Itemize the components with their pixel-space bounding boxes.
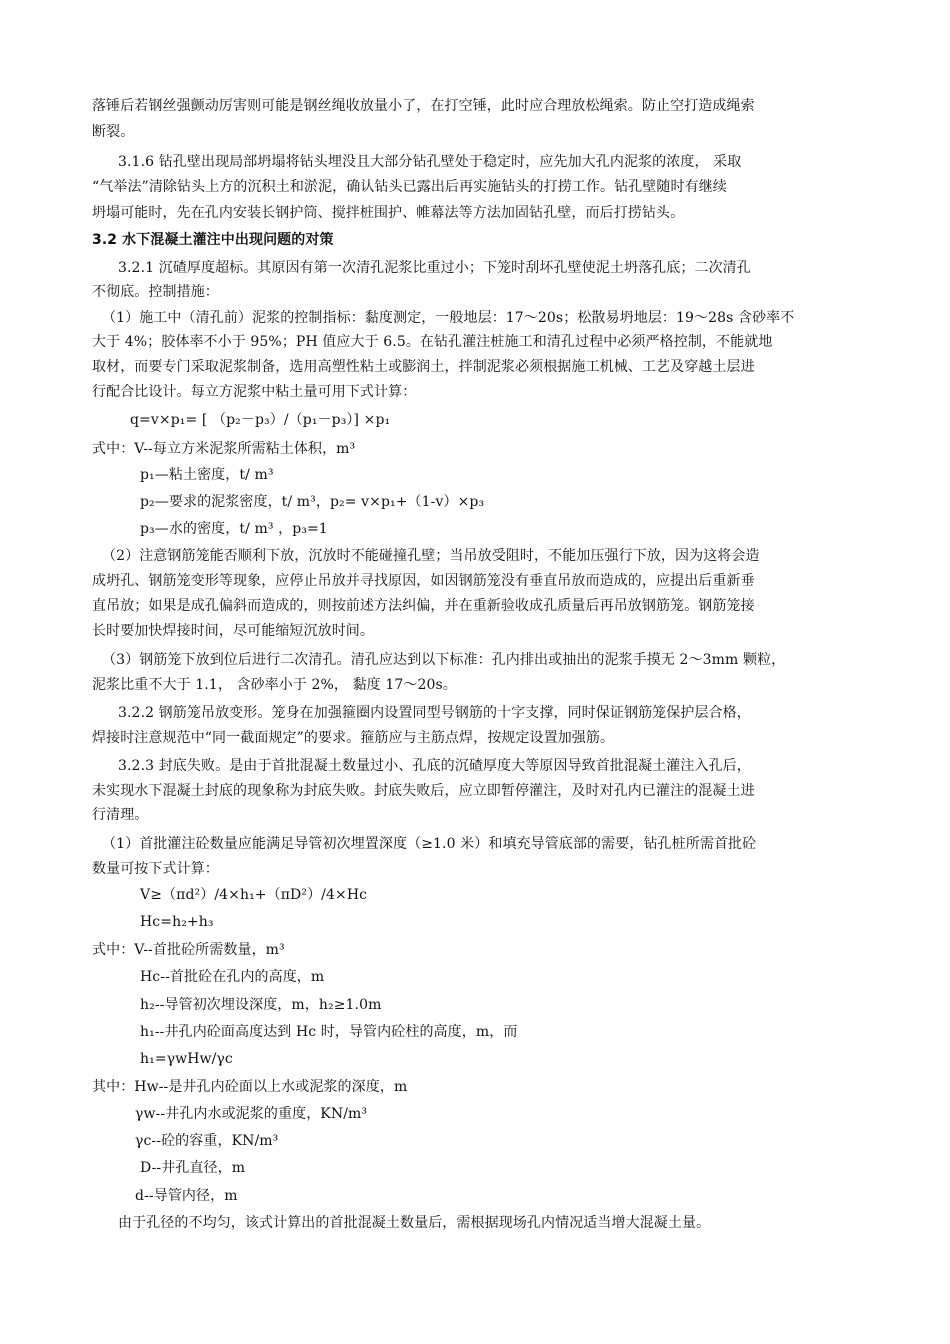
paragraph-line: （3）钢筋笼下放到位后进行二次清孔。清孔应达到以下标准：孔内排出或抽出的泥浆手摸无 2～3mm 颗粒， [102,652,786,668]
formula-variable: p₁—粘土密度，t/ m³ [140,467,274,483]
formula-legend: 其中：Hw--是井孔内砼面以上水或泥浆的深度，m [92,1079,408,1095]
paragraph-line: 断裂。 [92,124,135,140]
formula-legend: 式中：V--每立方米泥浆所需粘土体积，m³ [92,441,356,457]
paragraph-line: （1）施工中（清孔前）泥浆的控制指标：黏度测定，一般地层：17～20s；松散易坍地层：19～28s 含砂率不 [102,310,795,326]
paragraph-line: 泥浆比重不大于 1.1， 含砂率小于 2%， 黏度 17～20s。 [92,677,457,693]
paragraph-line: “气举法”清除钻头上方的沉积土和淤泥，确认钻头已露出后再实施钻头的打捞工作。钻孔壁随时有继续 [92,179,727,195]
paragraph-line: 3.2.1 沉碴厚度超标。其原因有第一次清孔泥浆比重过小；下笼时刮坏孔壁使泥土坍落孔底；二次清孔 [118,260,751,276]
paragraph-line: 长时要加快焊接时间，尽可能缩短沉放时间。 [92,623,374,639]
formula-line: h₁=γwHw/γc [140,1051,233,1067]
paragraph-line: 数量可按下式计算： [92,861,219,877]
formula-line: V≥（πd²）/4×h₁+（πD²）/4×Hc [140,887,368,903]
formula-variable: γw--井孔内水或泥浆的重度，KN/m³ [135,1106,368,1122]
formula-variable: D--井孔直径，m [140,1160,246,1176]
paragraph-line: 行清理。 [92,807,149,823]
formula-variable: p₂—要求的泥浆密度，t/ m³，p₂= v×p₁+（1-v）×p₃ [140,494,485,510]
formula-line: q=v×p₁= [ （p₂－p₃）/（p₁－p₃）] ×p₁ [130,412,391,428]
formula-variable: p₃—水的密度，t/ m³ ，p₃=1 [140,521,328,537]
formula-variable: h₂--导管初次埋设深度，m，h₂≥1.0m [140,997,382,1013]
section-heading: 3.2 水下混凝土灌注中出现问题的对策 [92,232,334,248]
paragraph-line: 焊接时注意规范中“同一截面规定”的要求。箍筋应与主筋点焊，按规定设置加强筋。 [92,730,615,746]
formula-variable: Hc--首批砼在孔内的高度，m [140,969,325,985]
formula-variable: d--导管内径，m [135,1188,238,1204]
paragraph-line: 3.2.3 封底失败。是由于首批混凝土数量过小、孔底的沉碴厚度大等原因导致首批混凝土灌注入孔后， [118,758,751,774]
paragraph-line: 直吊放；如果是成孔偏斜而造成的，则按前述方法纠偏，并在重新验收成孔质量后再吊放钢筋笼。钢筋笼接 [92,598,755,614]
paragraph-line: 3.1.6 钻孔壁出现局部坍塌将钻头埋没且大部分钻孔壁处于稳定时，应先加大孔内泥浆的浓度， 采取 [118,154,742,170]
formula-variable: h₁--井孔内砼面高度达到 Hc 时，导管内砼柱的高度，m，而 [140,1024,518,1040]
paragraph-line: 落锤后若钢丝强颤动厉害则可能是钢丝绳收放量小了，在打空锤，此时应合理放松绳索。防止空打造成绳索 [92,98,755,114]
paragraph-line: 3.2.2 钢筋笼吊放变形。笼身在加强箍圈内设置同型号钢筋的十字支撑，同时保证钢筋笼保护层合格， [118,705,751,721]
paragraph-line: 取材，而要专门采取泥浆制备，选用高塑性粘土或膨润土，拌制泥浆必须根据施工机械、工艺及穿越土层进 [92,359,755,375]
paragraph-line: 未实现水下混凝土封底的现象称为封底失败。封底失败后，应立即暂停灌注，及时对孔内已灌注的混凝土进 [92,783,755,799]
paragraph-line: 成坍孔、钢筋笼变形等现象，应停止吊放并寻找原因，如因钢筋笼没有垂直吊放而造成的，应提出后重新垂 [92,573,755,589]
paragraph-line: 不彻底。控制措施： [92,284,219,300]
paragraph-line: 坍塌可能时，先在孔内安装长钢护筒、搅拌桩围护、帷幕法等方法加固钻孔壁，而后打捞钻头。 [92,205,685,221]
paragraph-line: 大于 4%；胶体率不小于 95%；PH 值应大于 6.5。在钻孔灌注桩施工和清孔过程中必须严格控制，不能就地 [92,334,773,350]
paragraph-line: 由于孔径的不均匀，该式计算出的首批混凝土数量后，需根据现场孔内情况适当增大混凝土量。 [118,1215,711,1231]
paragraph-line: （2）注意钢筋笼能否顺利下放，沉放时不能碰撞孔壁；当吊放受阻时，不能加压强行下放，因为这将会造 [102,548,760,564]
formula-variable: γc--砼的容重，KN/m³ [135,1133,279,1149]
paragraph-line: （1）首批灌注砼数量应能满足导管初次埋置深度（≥1.0 米）和填充导管底部的需要，钻孔桩所需首批砼 [102,836,757,852]
formula-legend: 式中：V--首批砼所需数量，m³ [92,942,285,958]
formula-line: Hc=h₂+h₃ [140,914,214,930]
paragraph-line: 行配合比设计。每立方泥浆中粘土量可用下式计算： [92,384,417,400]
